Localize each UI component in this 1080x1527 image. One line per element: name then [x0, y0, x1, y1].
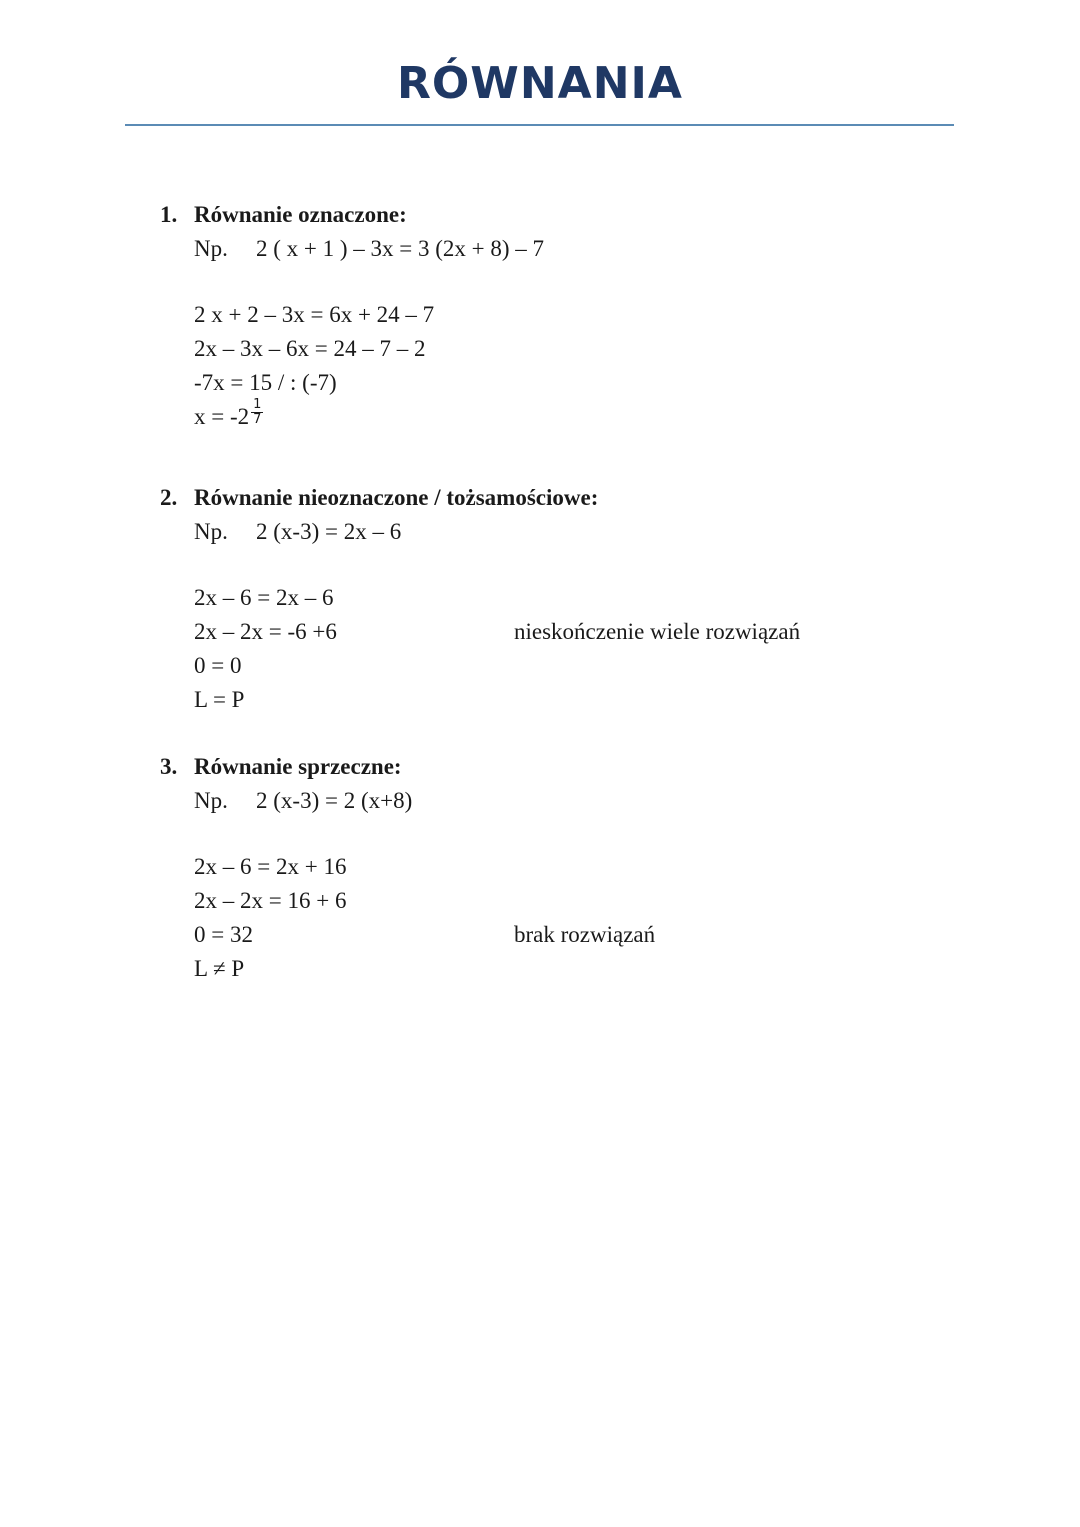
solution-step: 2x – 6 = 2x + 16	[194, 854, 347, 879]
solution-step: 2x – 3x – 6x = 24 – 7 – 2	[194, 336, 426, 361]
solution-step: 0 = 0	[194, 653, 242, 678]
fraction	[251, 398, 263, 427]
section-title: Równanie sprzeczne:	[194, 754, 402, 779]
fraction-denominator: 7	[253, 412, 262, 428]
solution-step: -7x = 15 / : (-7)	[194, 370, 337, 395]
example-equation	[160, 232, 544, 266]
example-prefix: Np.	[194, 519, 228, 544]
section-number: 2.	[160, 485, 178, 510]
section-identity-equation	[160, 481, 801, 717]
section-heading	[160, 198, 544, 232]
section-number: 1.	[160, 202, 178, 227]
example-text: 2 ( x + 1 ) – 3x = 3 (2x + 8) – 7	[256, 236, 545, 261]
example-equation	[160, 515, 598, 549]
solution-step: 2x – 6 = 2x – 6	[194, 585, 334, 610]
final-step-prefix: x = -2	[194, 404, 250, 429]
example-text: 2 (x-3) = 2 (x+8)	[256, 788, 413, 813]
result-note: nieskończenie wiele rozwiązań	[514, 619, 801, 644]
title-divider	[125, 124, 954, 126]
section-heading	[160, 750, 412, 784]
solution-final-step	[194, 397, 544, 434]
section-title: Równanie oznaczone:	[194, 202, 407, 227]
example-equation	[160, 784, 412, 818]
solution-steps	[160, 850, 656, 986]
solution-step: 2 x + 2 – 3x = 6x + 24 – 7	[194, 302, 435, 327]
solution-step-text: 2x – 2x = -6 +6	[194, 619, 337, 644]
solution-step: 2x – 2x = 16 + 6	[194, 888, 347, 913]
example-prefix: Np.	[194, 788, 228, 813]
example-text: 2 (x-3) = 2x – 6	[256, 519, 402, 544]
example-prefix: Np.	[194, 236, 228, 261]
fraction-numerator: 1	[253, 397, 262, 413]
solution-step: L ≠ P	[194, 956, 245, 981]
section-contradictory-equation	[160, 750, 656, 986]
section-number: 3.	[160, 754, 178, 779]
solution-step	[194, 615, 801, 649]
result-note: brak rozwiązań	[514, 922, 656, 947]
solution-step-text: 0 = 32	[194, 922, 253, 947]
section-heading	[160, 481, 598, 515]
solution-step	[194, 918, 656, 952]
solution-step: L = P	[194, 687, 245, 712]
solution-steps	[160, 298, 544, 434]
section-title: Równanie nieoznaczone / tożsamościowe:	[194, 485, 599, 510]
section-determinate-equation	[160, 198, 544, 434]
page-title: RÓWNANIA	[397, 58, 683, 109]
solution-steps	[160, 581, 801, 717]
